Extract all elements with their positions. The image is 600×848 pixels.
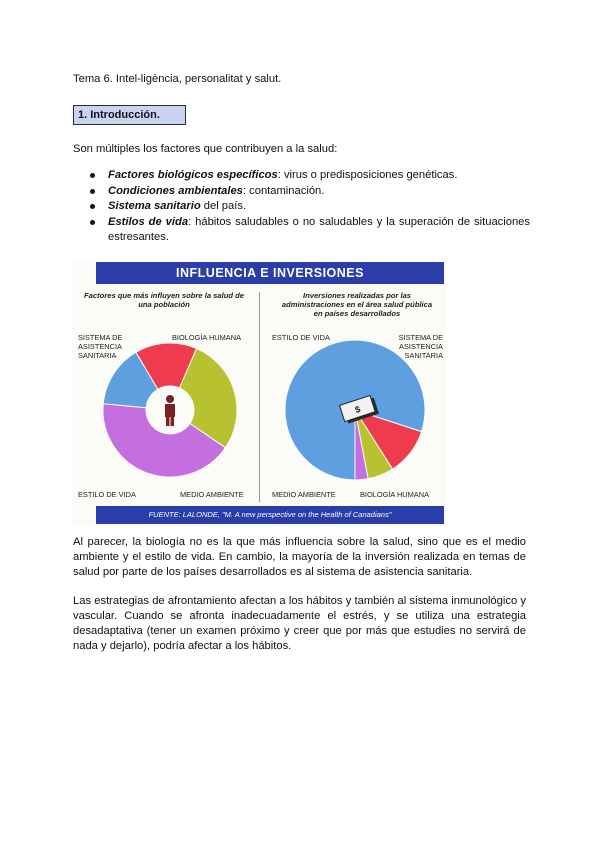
bullet-sep: :: [277, 169, 281, 181]
bullet-term: Estilos de vida: [108, 215, 189, 228]
list-item: [90, 199, 530, 215]
list-item: [90, 215, 530, 246]
left-label-sistema: SISTEMA DE ASISTENCIA SANITARIA: [78, 333, 123, 360]
paragraph-line: Las estrategias de afrontamiento afectan a los hábitos y también al sistema inmunológico y: [73, 595, 526, 607]
bullet-dot: [90, 189, 95, 194]
bullet-term: Factores biológicos específicos: [108, 169, 278, 181]
bullet-dot: [90, 204, 95, 209]
bullet-dot: [90, 220, 95, 225]
paragraph-line: ambiente y el estilo de vida. En cambio, la mayoría de la inversión realizada en temas de: [73, 551, 526, 563]
paragraph-line: vascular. Cuando se afronta inadecuadamente el estrés, y se utiliza una estrategia: [73, 610, 526, 622]
right-label-medio: MEDIO AMBIENTE: [272, 490, 336, 499]
person-icon: [158, 392, 182, 428]
page-header: Tema 6. Intel-ligència, personalitat y salut.: [73, 73, 282, 85]
bullet-term: Condiciones ambientales: [108, 184, 243, 197]
right-caption: Inversiones realizadas por las administraciones en el área salud pública en países desarrollados: [281, 291, 433, 318]
bullet-text: del país.: [200, 200, 247, 212]
pie-charts: [72, 262, 446, 526]
section-heading: 1. Introducción.: [73, 105, 186, 125]
bullet-text: virus o predisposiciones genéticas.: [280, 169, 458, 181]
left-label-medio: MEDIO AMBIENTE: [180, 490, 244, 499]
bullet-term: Sistema sanitario: [108, 200, 201, 212]
figure-source: FUENTE: LALONDE, "M. A new perspective on the Health of Canadians": [96, 506, 444, 524]
bullet-sep: :: [188, 215, 192, 228]
bullet-sep: :: [242, 184, 247, 197]
left-caption: Factores que más influyen sobre la salud de una población: [84, 291, 244, 309]
right-label-biologia: BIOLOGÍA HUMANA: [360, 490, 429, 499]
left-label-biologia: BIOLOGÍA HUMANA: [172, 333, 241, 342]
influence-investment-figure: [72, 262, 446, 526]
paragraph-line: salud por parte de los países desarrollados es al sistema de asistencia sanitaria.: [73, 566, 473, 578]
paragraph-line: desadaptativa (tener un examen próximo y creer que por más que estudies no servirá de: [73, 625, 526, 637]
intro-text: Son múltiples los factores que contribuyen a la salud:: [73, 143, 338, 155]
paragraph-line: Al parecer, la biología no es la que más influencia sobre la salud, sino que es el medio: [73, 536, 526, 548]
paragraph-line: nada y dejarlo), podría afectar a los hábitos.: [73, 640, 292, 652]
bullet-dot: [90, 173, 95, 178]
factor-list: [90, 168, 530, 246]
list-item: [90, 184, 530, 200]
list-item: [90, 168, 530, 184]
bullet-text: contaminación.: [246, 184, 325, 197]
right-label-estilo: ESTILO DE VIDA: [272, 333, 330, 342]
bullet-text: hábitos saludables o no saludables y la superación de situaciones estresantes.: [108, 215, 531, 243]
right-label-sistema: SISTEMA DE ASISTENCIA SANITARIA: [398, 333, 443, 360]
svg-text:$: $: [353, 403, 362, 416]
left-label-estilo: ESTILO DE VIDA: [78, 490, 136, 499]
figure-title: INFLUENCIA E INVERSIONES: [96, 262, 444, 284]
